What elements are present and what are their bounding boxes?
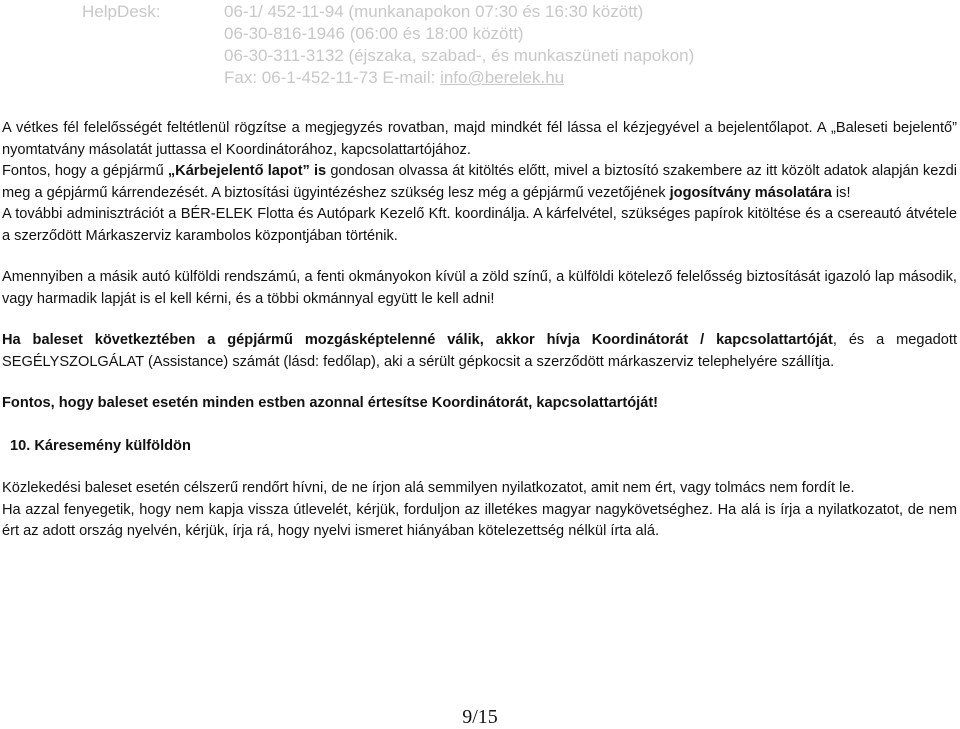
helpdesk-phone-1: 06-1/ 452-11-94 (munkanapokon 07:30 és 16:30 között) [224, 2, 644, 21]
page-number: 9/15 [462, 706, 498, 728]
helpdesk-label: HelpDesk: [82, 2, 161, 21]
paragraph-8: Ha azzal fenyegetik, hogy nem kapja vissza útlevelét, kérjük, forduljon az illetékes magyar nagykövetséghez. Ha alá is írja a nyilatkozatot, de nem ért az adott ország nyelvén, kérjük, írja rá, hogy nyelvi ismeret hiányában kötelezettség nélkül írta alá. [2, 501, 957, 539]
email-link[interactable]: info@berelek.hu [440, 68, 565, 87]
paragraph-3: A további adminisztrációt a BÉR-ELEK Flotta és Autópark Kezelő Kft. koordinálja. A kárfelvétel, szükséges papírok kitöltése és a csereautó átvétele a szerződött Márkaszerviz karambolos központjában történik. [2, 206, 957, 244]
paragraph-2 [2, 161, 957, 204]
p2-bold-license-copy: jogosítvány másolatára [669, 184, 832, 201]
paragraph-4: Amennyiben a másik autó külföldi rendszámú, a fenti okmányokon kívül a zöld színű, a külföldi kötelező felelősség biztosítását igazoló lap második, vagy harmadik lapját is el kell kérni, és a többi okmánnyal együtt le kell adni! [2, 269, 957, 307]
paragraph-7: Közlekedési baleset esetén célszerű rendőrt hívni, de ne írjon alá semmilyen nyilatkozatot, amit nem ért, vagy tolmács nem fordít le. [2, 480, 855, 496]
helpdesk-phone-3: 06-30-311-3132 (éjszaka, szabad-, és munkaszüneti napokon) [224, 46, 695, 65]
p5-rest: , és a megadott SEGÉLYSZOLGÁLAT (Assistance) számát (lásd: fedőlap), aki a sérült gépkocsit a szerződött márkaszerviz telephelyére szállítja. [2, 332, 957, 370]
section-title: Káresemény külföldön [34, 437, 191, 454]
document-body [2, 118, 957, 543]
p2-text-e: is! [831, 184, 851, 201]
fax-text: Fax: 06-1-452-11-73 E-mail: [224, 68, 441, 87]
p2-bold-claim-form: „Kárbejelentő lapot” is [167, 163, 327, 179]
p2-text-a: Fontos, hogy a gépjármű [2, 163, 168, 179]
helpdesk-fax-email [224, 68, 564, 88]
paragraph-5 [2, 330, 957, 373]
p5-bold: Ha baleset következtében a gépjármű mozgásképtelenné válik, akkor hívja Koordinátorát / kapcsolattartóját [2, 332, 833, 348]
p2-text-c: gondosan olvassa át kitöltés előtt, mivel a biztosító szakembere az itt közölt adatok alapján kezdi meg a gépjármű kárrendezését. A biztosítási ügyintézéshez szükség lesz még a gépjármű vezetőjének [2, 163, 957, 201]
paragraph-1: A vétkes fél felelősségét feltétlenül rögzítse a megjegyzés rovatban, majd mindkét fél lássa el kézjegyével a bejelentőlapot. A „Baleseti bejelentő” nyomtatvány másolatát juttassa el Koordinátorához, kapcsolattartójához. [2, 120, 957, 158]
paragraph-6: Fontos, hogy baleset esetén minden estben azonnal értesítse Koordinátorát, kapcsolattartóját! [2, 395, 659, 411]
helpdesk-phone-2: 06-30-816-1946 (06:00 és 18:00 között) [224, 24, 524, 43]
section-heading [10, 436, 957, 458]
section-number: 10. [10, 437, 31, 454]
